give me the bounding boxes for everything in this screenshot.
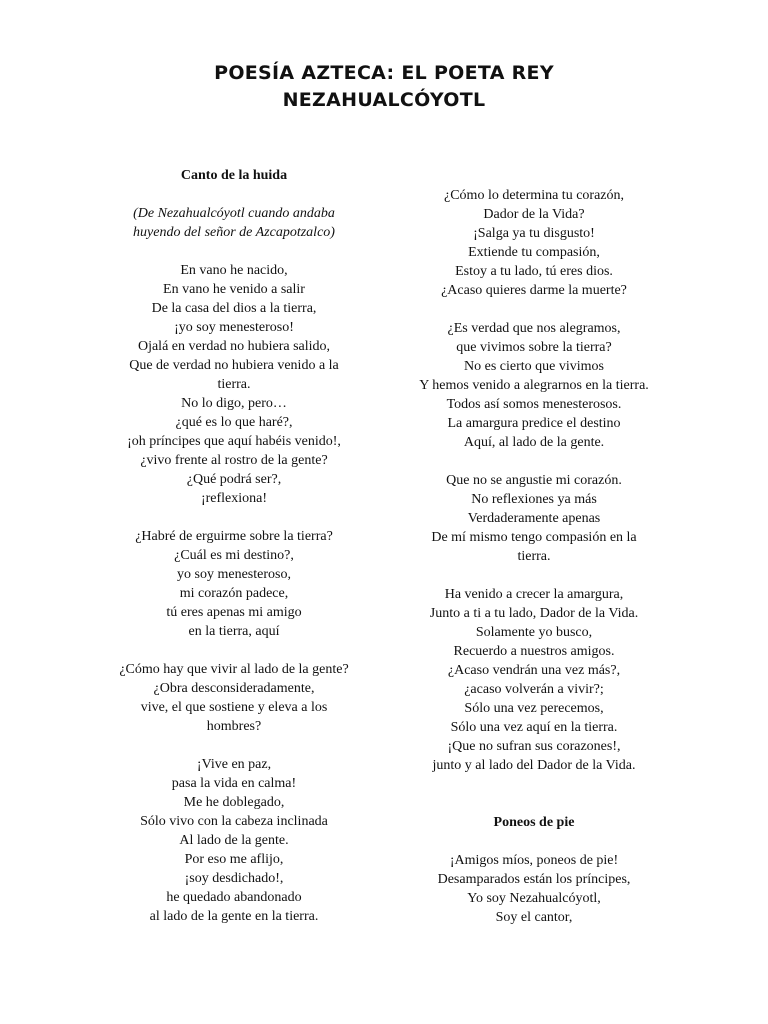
verse-line: en la tierra, aquí [188,624,280,639]
right-stanza-1 [410,186,658,300]
left-stanza-1 [110,261,358,508]
verse-line: Ha venido a crecer la amargura, [444,587,624,602]
verse-line: Dador de la Vida? [483,207,585,222]
verse-line: Yo soy Nezahualcóyotl, [467,891,601,906]
verse-line: ¿Habré de erguirme sobre la tierra? [135,529,333,544]
verse-line: Solamente yo busco, [475,625,593,640]
verse-line: Todos así somos menesterosos. [446,397,622,412]
verse-line: De mí mismo tengo compasión en la [431,530,637,545]
verse-line: Extiende tu compasión, [468,245,600,260]
poem-subtitle-line-1: (De Nezahualcóyotl cuando andaba [133,206,335,221]
verse-line: Sólo una vez aquí en la tierra. [450,720,618,735]
verse-line: ¡soy desdichado!, [184,871,284,886]
right-stanza-5 [410,851,658,927]
verse-line: Verdaderamente apenas [467,511,601,526]
verse-line: ¡oh príncipes que aquí habéis venido!, [127,434,341,449]
verse-line: ¡yo soy menesteroso! [174,320,294,335]
verse-line: Soy el cantor, [495,910,573,925]
poem-title-canto-de-la-huida: Canto de la huida [180,168,288,183]
verse-line: De la casa del dios a la tierra, [151,301,317,316]
page-title [0,60,768,114]
verse-line: ¿Cómo hay que vivir al lado de la gente? [119,662,349,677]
stanza-gap [110,736,358,755]
verse-line: Estoy a tu lado, tú eres dios. [455,264,613,279]
verse-line: ¿qué es lo que haré?, [175,415,293,430]
verse-line: he quedado abandonado [166,890,302,905]
verse-line: Junto a ti a tu lado, Dador de la Vida. [429,606,639,621]
stanza-gap [410,775,658,794]
left-stanza-3 [110,660,358,736]
verse-line: Sólo vivo con la cabeza inclinada [140,814,328,829]
verse-line: ¡Vive en paz, [196,757,272,772]
verse-line: ¿vivo frente al rostro de la gente? [140,453,328,468]
poem-subtitle-line-2: huyendo del señor de Azcapotzalco) [133,225,335,240]
verse-line: Desamparados están los príncipes, [437,872,631,887]
verse-line: tierra. [217,377,251,392]
left-stanza-4 [110,755,358,926]
verse-line: En vano he venido a salir [163,282,305,297]
verse-line: que vivimos sobre la tierra? [456,340,612,355]
poem-title-poneos-de-pie: Poneos de pie [493,815,575,830]
stanza-gap [410,794,658,813]
verse-line: Aquí, al lado de la gente. [463,435,605,450]
verse-line: Por eso me aflijo, [184,852,284,867]
verse-line: ¡reflexiona! [200,491,268,506]
verse-line: yo soy menesteroso, [177,567,291,582]
verse-line: Ojalá en verdad no hubiera salido, [137,339,331,354]
verse-line: ¿Qué podrá ser?, [186,472,282,487]
verse-line: No reflexiones ya más [471,492,597,507]
verse-line: Y hemos venido a alegrarnos en la tierra. [419,378,649,393]
stanza-gap [110,508,358,527]
verse-line: ¿Es verdad que nos alegramos, [447,321,621,336]
verse-line: No lo digo, pero… [181,396,287,411]
verse-line: ¡Salga ya tu disgusto! [473,226,595,241]
stanza-gap [410,452,658,471]
stanza-gap [410,566,658,585]
verse-line: Al lado de la gente. [179,833,289,848]
page-title-line-1: POESÍA AZTECA: EL POETA REY [214,62,554,84]
verse-line: ¿Acaso quieres darme la muerte? [441,283,627,298]
right-stanza-2 [410,319,658,452]
verse-line: ¡Que no sufran sus corazones!, [447,739,621,754]
verse-line: pasa la vida en calma! [171,776,297,791]
verse-line: Recuerdo a nuestros amigos. [453,644,615,659]
verse-line: Que no se angustie mi corazón. [446,473,622,488]
verse-line: Que de verdad no hubiera venido a la [129,358,339,373]
verse-line: Sólo una vez perecemos, [464,701,604,716]
verse-line: No es cierto que vivimos [464,359,604,374]
stanza-gap [410,832,658,851]
verse-line: ¿Obra desconsideradamente, [153,681,315,696]
verse-line: ¿acaso volverán a vivir?; [464,682,604,697]
left-column [110,166,358,926]
right-stanza-3 [410,471,658,566]
verse-line: ¡Amigos míos, poneos de pie! [449,853,619,868]
verse-line: vive, el que sostiene y eleva a los [140,700,328,715]
verse-line: tú eres apenas mi amigo [166,605,302,620]
right-stanza-4 [410,585,658,775]
verse-line: ¿Cómo lo determina tu corazón, [444,188,624,203]
verse-line: La amargura predice el destino [447,416,621,431]
right-column [410,186,658,927]
stanza-gap [110,242,358,261]
page-title-line-2: NEZAHUALCÓYOTL [282,89,486,111]
verse-line: tierra. [517,549,551,564]
verse-line: ¿Cuál es mi destino?, [174,548,294,563]
left-stanza-2 [110,527,358,641]
verse-line: junto y al lado del Dador de la Vida. [432,758,636,773]
verse-line: ¿Acaso vendrán una vez más?, [447,663,621,678]
verse-line: al lado de la gente en la tierra. [149,909,319,924]
stanza-gap [110,185,358,204]
verse-line: Me he doblegado, [183,795,285,810]
verse-line: En vano he nacido, [180,263,288,278]
stanza-gap [410,300,658,319]
verse-line: hombres? [206,719,262,734]
verse-line: mi corazón padece, [179,586,289,601]
stanza-gap [110,641,358,660]
